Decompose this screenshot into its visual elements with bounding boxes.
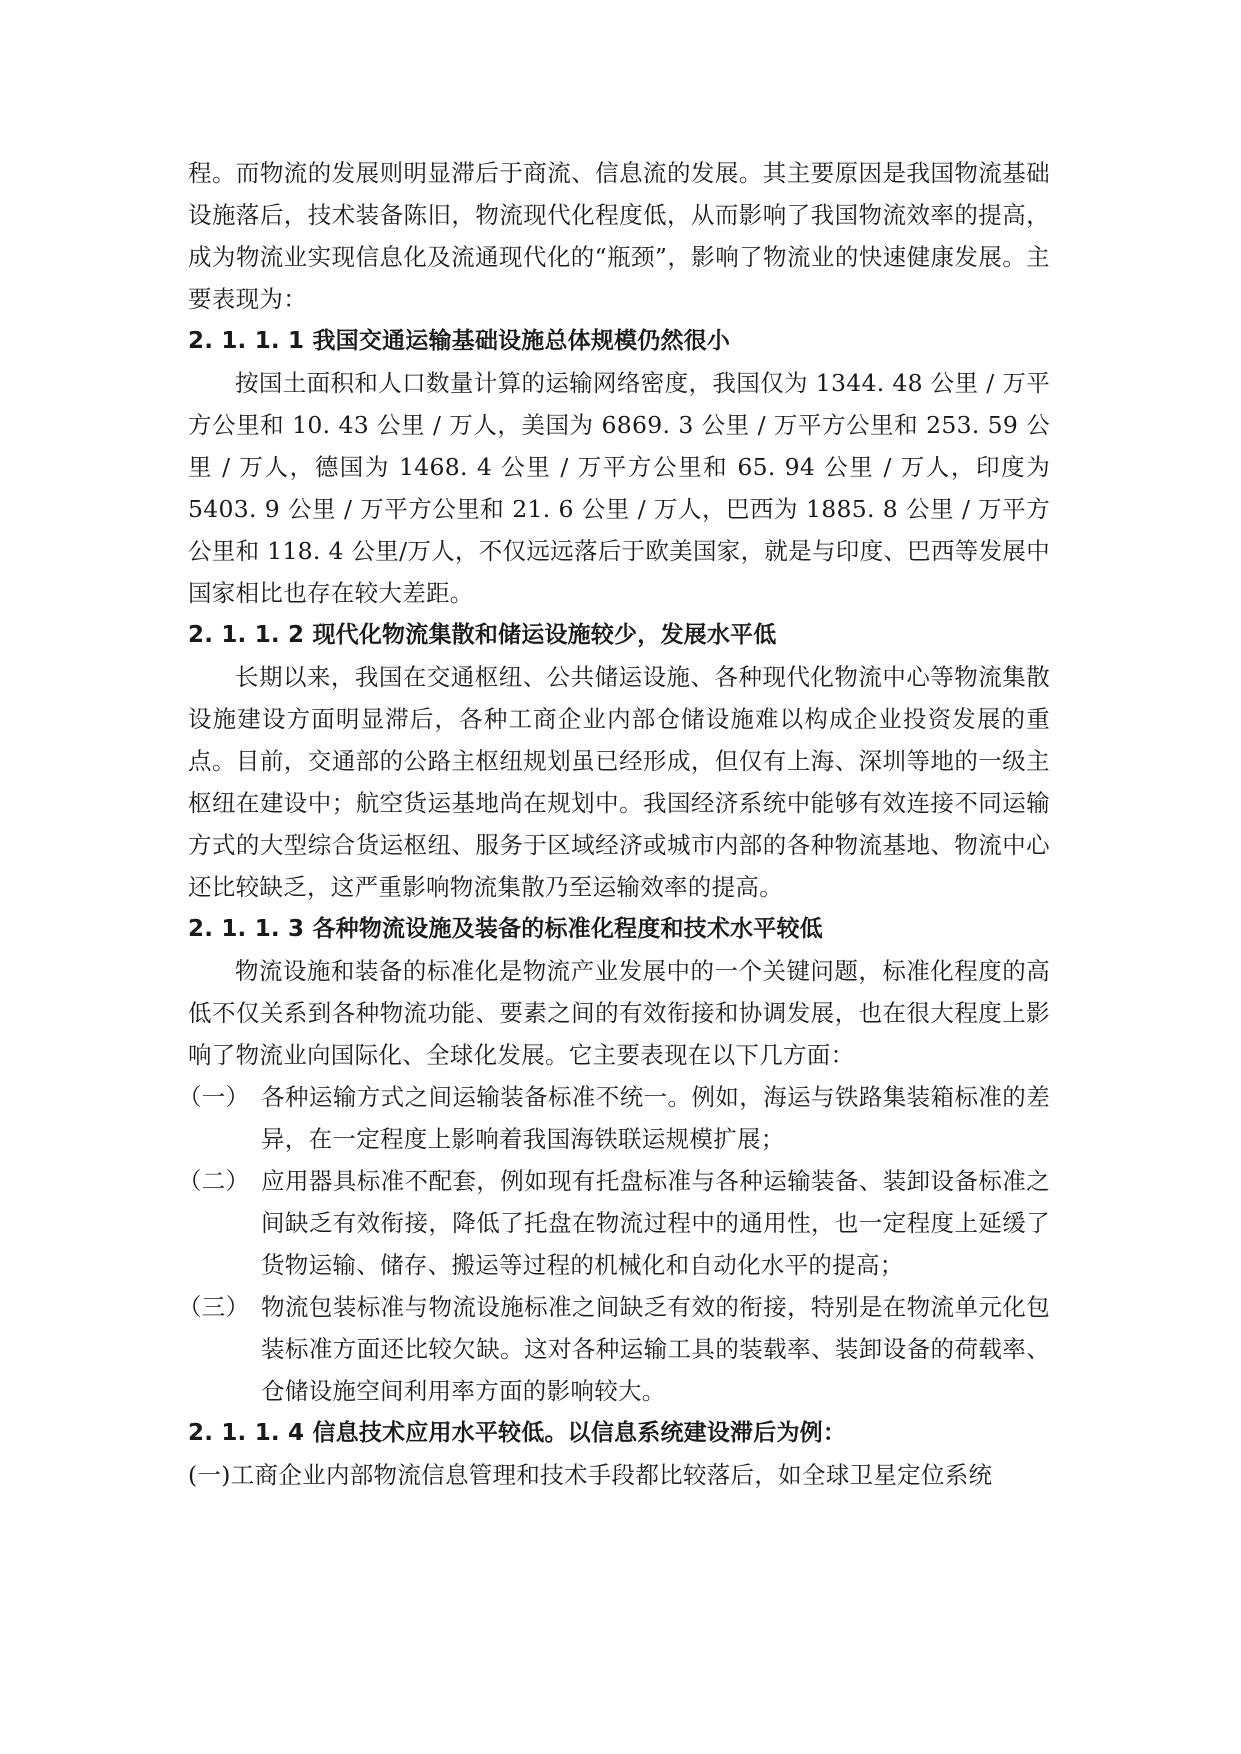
section-heading-2-1-1-4: 2. 1. 1. 4 信息技术应用水平较低。以信息系统建设滞后为例： [188, 1420, 847, 1446]
list-marker: (一) [188, 1461, 231, 1489]
section-paragraph-2-1-1-3: 物流设施和装备的标准化是物流产业发展中的一个关键问题，标准化程度的高低不仅关系到各种物流功能、要素之间的有效衔接和协调发展，也在很大程度上影响了物流业向国际化、全球化发展。它主要表现在以下几方面： [188, 957, 1050, 1069]
list-marker: （二） [178, 1167, 250, 1195]
section-heading-2-1-1-2: 2. 1. 1. 2 现代化物流集散和储运设施较少，发展水平低 [188, 622, 777, 648]
intro-paragraph: 程。而物流的发展则明显滞后于商流、信息流的发展。其主要原因是我国物流基础设施落后，技术装备陈旧，物流现代化程度低，从而影响了我国物流效率的提高，成为物流业实现信息化及流通现代化的“瓶颈”，影响了物流业的快速健康发展。主要表现为： [188, 159, 1050, 313]
list-item-text: 物流包装标准与物流设施标准之间缺乏有效的衔接，特别是在物流单元化包装标准方面还比较欠缺。这对各种运输工具的装载率、装卸设备的荷载率、仓储设施空间利用率方面的影响较大。 [261, 1293, 1050, 1405]
list-item-text: 各种运输方式之间运输装备标准不统一。例如，海运与铁路集装箱标准的差异，在一定程度上影响着我国海铁联运规模扩展； [261, 1083, 1050, 1153]
list-item [178, 1076, 1050, 1160]
list-item [178, 1286, 1050, 1412]
list-item-text: 工商企业内部物流信息管理和技术手段都比较落后，如全球卫星定位系统 [230, 1461, 993, 1489]
list-item [178, 1160, 1050, 1286]
list-item-text: 应用器具标准不配套，例如现有托盘标准与各种运输装备、装卸设备标准之间缺乏有效衔接，降低了托盘在物流过程中的通用性，也一定程度上延缓了货物运输、储存、搬运等过程的机械化和自动化水平的提高； [261, 1167, 1050, 1279]
section-heading-2-1-1-1: 2. 1. 1. 1 我国交通运输基础设施总体规模仍然很小 [188, 328, 731, 354]
section-heading-2-1-1-3: 2. 1. 1. 3 各种物流设施及装备的标准化程度和技术水平较低 [188, 916, 823, 942]
section-paragraph-2-1-1-2: 长期以来，我国在交通枢纽、公共储运设施、各种现代化物流中心等物流集散设施建设方面明显滞后，各种工商企业内部仓储设施难以构成企业投资发展的重点。目前，交通部的公路主枢纽规划虽已经形成，但仅有上海、深圳等地的一级主枢纽在建设中；航空货运基地尚在规划中。我国经济系统中能够有效连接不同运输方式的大型综合货运枢纽、服务于区域经济或城市内部的各种物流基地、物流中心还比较缺乏，这严重影响物流集散乃至运输效率的提高。 [188, 663, 1050, 901]
list-item [188, 1454, 1050, 1496]
list-marker: （三） [178, 1293, 250, 1321]
list-marker: （一） [178, 1083, 250, 1111]
section-paragraph-2-1-1-1: 按国土面积和人口数量计算的运输网络密度，我国仅为 1344. 48 公里 / 万平方公里和 10. 43 公里 / 万人，美国为 6869. 3 公里 / 万平方公里和 253. 59 公里 / 万人，德国为 1468. 4 公里 / 万平方公里和 65. 94 公里 / 万人，印度为 5403. 9 公里 / 万平方公里和 21. 6 公里 / 万人，巴西为 1885. 8 公里 / 万平方公里和 118. 4 公里/万人，不仅远远落后于欧美国家，就是与印度、巴西等发展中国家相比也存在较大差距。 [188, 369, 1050, 607]
document-body [178, 152, 1050, 1496]
